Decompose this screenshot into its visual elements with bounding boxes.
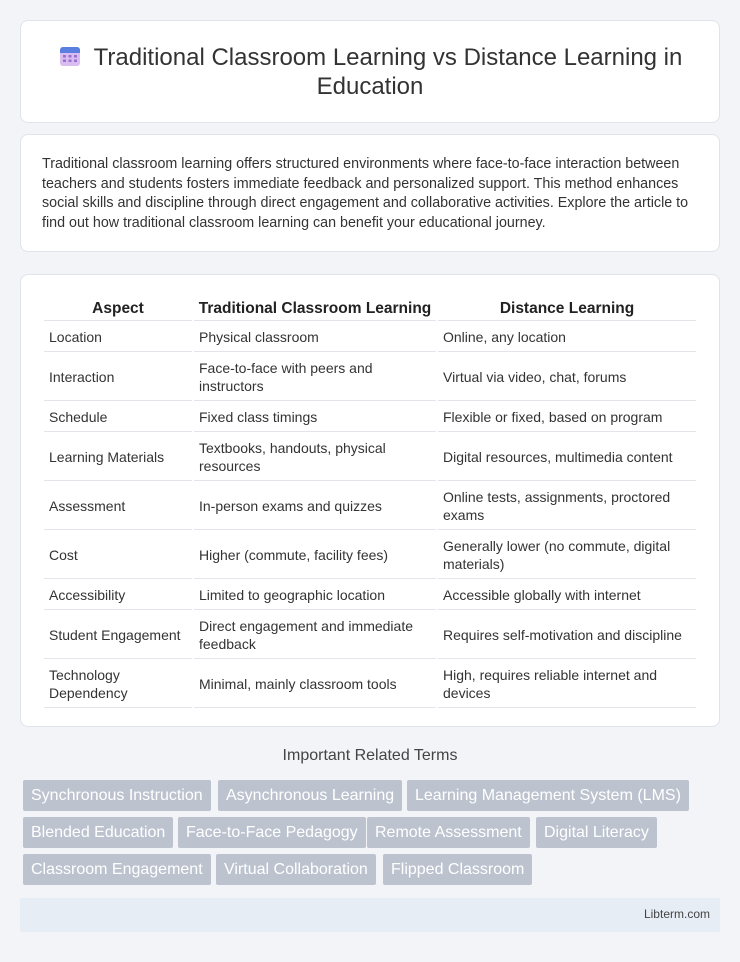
cell-distance: Accessible globally with internet <box>438 581 696 610</box>
related-term-tag[interactable]: Blended Education <box>23 817 173 848</box>
cell-aspect: Student Engagement <box>44 612 192 659</box>
cell-traditional: Physical classroom <box>194 323 436 352</box>
title-card <box>20 20 720 123</box>
cell-distance: Flexible or fixed, based on program <box>438 403 696 432</box>
table-row <box>44 532 696 579</box>
related-term-tag[interactable]: Asynchronous Learning <box>218 780 402 811</box>
cell-aspect: Location <box>44 323 192 352</box>
cell-aspect: Learning Materials <box>44 434 192 481</box>
comparison-table <box>42 295 698 710</box>
footer-site-link[interactable]: Libterm.com <box>643 907 710 921</box>
cell-distance: Digital resources, multimedia content <box>438 434 696 481</box>
cell-aspect: Assessment <box>44 483 192 530</box>
cell-distance: Online, any location <box>438 323 696 352</box>
table-row <box>44 323 696 352</box>
cell-traditional: Higher (commute, facility fees) <box>194 532 436 579</box>
table-row <box>44 581 696 610</box>
table-header-row <box>44 297 696 321</box>
cell-traditional: Face-to-face with peers and instructors <box>194 354 436 401</box>
related-term-tag[interactable]: Digital Literacy <box>536 817 657 848</box>
cell-traditional: Textbooks, handouts, physical resources <box>194 434 436 481</box>
cell-traditional: Minimal, mainly classroom tools <box>194 661 436 708</box>
related-term-tag[interactable]: Synchronous Instruction <box>23 780 211 811</box>
intro-paragraph: Traditional classroom learning offers structured environments where face-to-face interaction between teachers and students fosters immediate feedback and personalized support. This method enhances social skills and discipline through direct engagement and collaborative activities. Explore the article to find out how traditional classroom learning can benefit your educational journey. <box>42 156 689 231</box>
table-row <box>44 354 696 401</box>
page-title-text: Traditional Classroom Learning vs Distance Learning in Education <box>93 44 683 100</box>
header-distance: Distance Learning <box>438 297 696 321</box>
cell-distance: Virtual via video, chat, forums <box>438 354 696 401</box>
page-title <box>21 43 719 101</box>
cell-aspect: Cost <box>44 532 192 579</box>
cell-aspect: Technology Dependency <box>44 661 192 708</box>
header-traditional: Traditional Classroom Learning <box>194 297 436 321</box>
related-terms-heading: Important Related Terms <box>282 747 458 764</box>
cell-aspect: Accessibility <box>44 581 192 610</box>
intro-card <box>20 134 720 252</box>
table-row <box>44 403 696 432</box>
related-term-tag[interactable]: Flipped Classroom <box>383 854 532 885</box>
cell-distance: Generally lower (no commute, digital materials) <box>438 532 696 579</box>
related-term-tag[interactable]: Virtual Collaboration <box>216 854 376 885</box>
cell-traditional: Limited to geographic location <box>194 581 436 610</box>
cell-traditional: Fixed class timings <box>194 403 436 432</box>
cell-traditional: Direct engagement and immediate feedback <box>194 612 436 659</box>
related-term-tag[interactable]: Face-to-Face Pedagogy <box>178 817 366 848</box>
footer <box>20 898 720 932</box>
table-row <box>44 612 696 659</box>
table-row <box>44 434 696 481</box>
related-term-tag[interactable]: Remote Assessment <box>367 817 530 848</box>
cell-traditional: In-person exams and quizzes <box>194 483 436 530</box>
cell-distance: Requires self-motivation and discipline <box>438 612 696 659</box>
table-row <box>44 661 696 708</box>
calendar-icon <box>58 44 82 68</box>
table-row <box>44 483 696 530</box>
header-aspect: Aspect <box>44 297 192 321</box>
comparison-card <box>20 274 720 727</box>
cell-distance: High, requires reliable internet and devices <box>438 661 696 708</box>
related-term-tag[interactable]: Classroom Engagement <box>23 854 211 885</box>
cell-aspect: Schedule <box>44 403 192 432</box>
cell-distance: Online tests, assignments, proctored exams <box>438 483 696 530</box>
related-term-tag[interactable]: Learning Management System (LMS) <box>407 780 689 811</box>
cell-aspect: Interaction <box>44 354 192 401</box>
